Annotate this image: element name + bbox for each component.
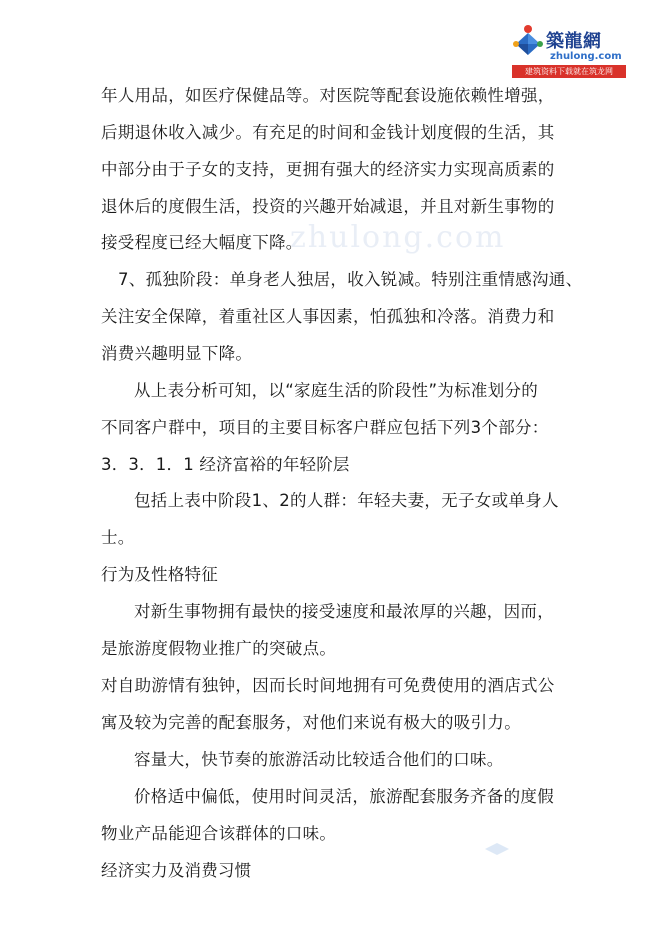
paragraph-line: 消费兴趣明显下降。 (101, 344, 253, 363)
paragraph-line: 中部分由于子女的支持，更拥有强大的经济实力实现高质素的 (101, 160, 555, 179)
paragraph-line: 不同客户群中，项目的主要目标客户群应包括下列3个部分： (101, 418, 549, 437)
paragraph-line: 退休后的度假生活，投资的兴趣开始减退，并且对新生事物的 (101, 197, 555, 216)
paragraph-line: 关注安全保障，着重社区人事因素，怕孤独和冷落。消费力和 (101, 307, 555, 326)
paragraph-line: 接受程度已经大幅度下降。 (101, 233, 303, 252)
paragraph-line: 包括上表中阶段1、2的人群：年轻夫妻，无子女或单身人 (134, 491, 559, 510)
logo-title: 築龍網 (546, 31, 602, 52)
subheading: 经济实力及消费习惯 (101, 861, 252, 880)
paragraph-line: 价格适中偏低，使用时间灵活，旅游配套服务齐备的度假 (134, 787, 554, 806)
paragraph-line: 7、孤独阶段：单身老人独居，收入锐减。特别注重情感沟通、 (118, 270, 583, 289)
watermark-mark-icon (482, 842, 512, 856)
paragraph-line: 物业产品能迎合该群体的口味。 (101, 824, 337, 843)
paragraph-line: 对新生事物拥有最快的接受速度和最浓厚的兴趣，因而， (134, 602, 554, 621)
paragraph-line: 寓及较为完善的配套服务，对他们来说有极大的吸引力。 (101, 713, 521, 732)
paragraph-line: 对自助游情有独钟，因而长时间地拥有可免费使用的酒店式公 (101, 676, 555, 695)
subheading: 行为及性格特征 (101, 565, 218, 584)
paragraph-line: 年人用品，如医疗保健品等。对医院等配套设施依赖性增强， (101, 86, 555, 105)
section-heading: 3．3．1．1 经济富裕的年轻阶层 (101, 455, 350, 474)
paragraph-line: 是旅游度假物业推广的突破点。 (101, 639, 337, 658)
logo-domain: zhulong.com (550, 51, 622, 62)
watermark: zhulong.com (290, 220, 506, 255)
zhulong-logo (510, 22, 628, 80)
paragraph-line: 容量大，快节奏的旅游活动比较适合他们的口味。 (134, 750, 504, 769)
paragraph-line: 从上表分析可知，以“家庭生活的阶段性”为标准划分的 (134, 381, 539, 400)
zhulong-logo-icon (510, 24, 546, 62)
logo-slogan: 建筑资料下载就在筑龙网 (512, 65, 626, 78)
paragraph-line: 士。 (101, 528, 135, 547)
paragraph-line: 后期退休收入减少。有充足的时间和金钱计划度假的生活，其 (101, 123, 555, 142)
